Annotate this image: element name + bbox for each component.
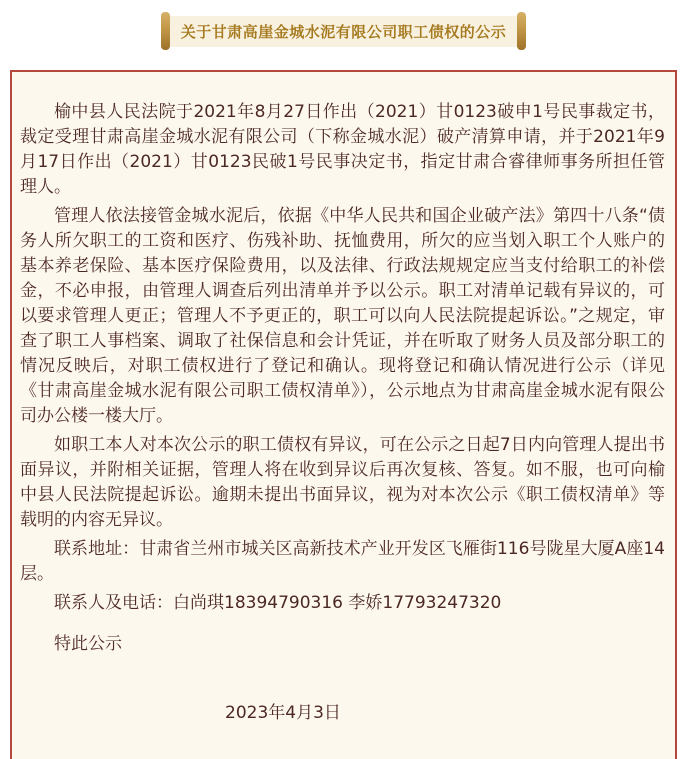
notice-paragraph-legal-basis: 管理人依法接管金城水泥后，依据《中华人民共和国企业破产法》第四十八条“债务人所欠职工的工资和医疗、伤残补助、抚恤费用，所欠的应当划入职工个人账户的基本养老保险、基本医疗保险费用，以及法律、行政法规规定应当支付给职工的补偿金，不必申报，由管理人调查后列出清单并予以公示。职工对清单记载有异议的，可以要求管理人更正；管理人不予更正的，职工可以向人民法院提起诉讼。”之规定，审查了职工人事档案、调取了社保信息和会计凭证，并在听取了财务人员及部分职工的情况反映后，对职工债权进行了登记和确认。现将登记和确认情况进行公示（详见《甘肃高崖金城水泥有限公司职工债权清单》），公示地点为甘肃高崖金城水泥有限公司办公楼一楼大厅。 <box>20 206 665 426</box>
page-title: 关于甘肃高崖金城水泥有限公司职工债权的公示 <box>180 22 507 41</box>
notice-paragraph-ruling: 榆中县人民法院于2021年8月27日作出（2021）甘0123破申1号民事裁定书，裁定受理甘肃高崖金城水泥有限公司（下称金城水泥）破产清算申请，并于2021年9月17日作出（2021）甘0123民破1号民事决定书，指定甘肃合睿律师事务所担任管理人。 <box>20 102 665 197</box>
banner-panel <box>170 16 518 47</box>
banner <box>0 0 687 50</box>
banner-right-bar-decoration <box>517 12 526 50</box>
closing-statement: 特此公示 <box>54 634 122 654</box>
notice-date: 2023年4月3日 <box>225 703 341 723</box>
notice-body <box>10 70 677 759</box>
contact-people-phones: 联系人及电话：白尚琪18394790316 李娇17793247320 <box>54 593 502 613</box>
contact-address: 联系地址：甘肃省兰州市城关区高新技术产业开发区飞雁街116号陇星大厦A座14层。 <box>20 539 665 584</box>
notice-paragraph-objection: 如职工本人对本次公示的职工债权有异议，可在公示之日起7日内向管理人提出书面异议，并附相关证据，管理人将在收到异议后再次复核、答复。如不服，也可向榆中县人民法院提起诉讼。逾期未提出书面异议，视为对本次公示《职工债权清单》等载明的内容无异议。 <box>20 435 665 530</box>
banner-left-bar-decoration <box>161 12 170 50</box>
